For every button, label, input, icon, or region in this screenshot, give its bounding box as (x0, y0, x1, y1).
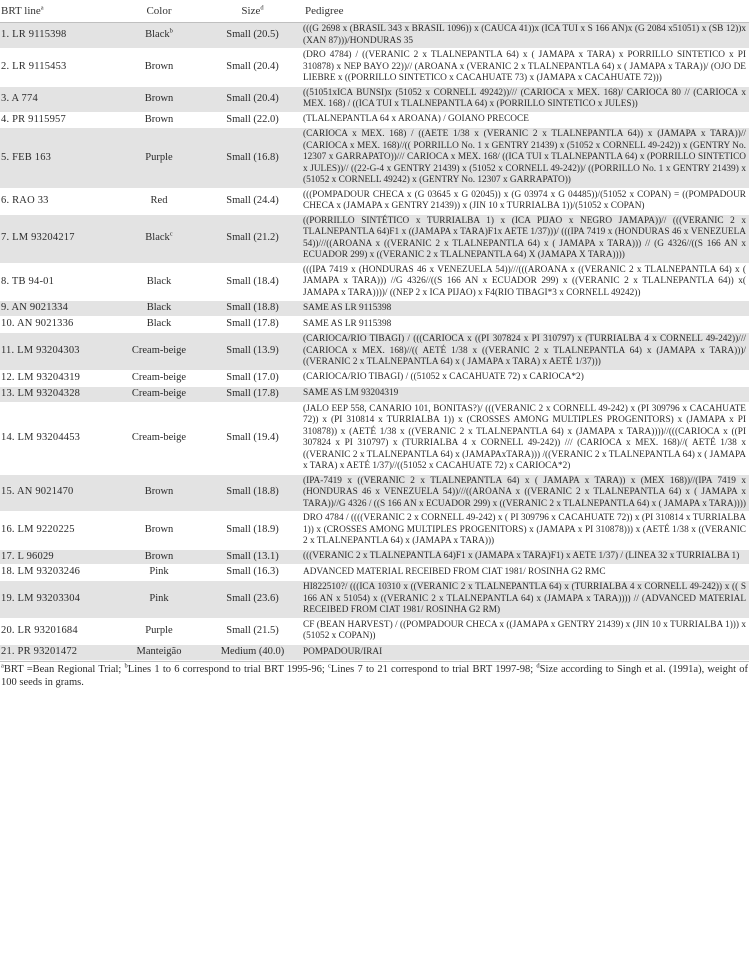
table-row (0, 317, 749, 333)
table-row (0, 86, 749, 112)
cell-pedigree: (CARIOCA/RIO TIBAGI) / ((51052 x CACAHUATE 72) x CARIOCA*2) (299, 370, 749, 386)
table-row (0, 49, 749, 87)
cell-brt-line: 17. L 96029 (0, 549, 112, 565)
table-row (0, 386, 749, 402)
cell-pedigree: (TLALNEPANTLA 64 x AROANA) / GOIANO PRECOCE (299, 112, 749, 128)
cell-size: Small (21.5) (206, 618, 299, 644)
cell-pedigree: (((VERANIC 2 x TLALNEPANTLA 64)F1 x (JAMAPA x TARA)F1) x AETE 1/37) / (LINEA 32 x TURRIALBA 1) (299, 549, 749, 565)
table-row (0, 512, 749, 550)
header-color: Color (112, 0, 206, 23)
cell-color: Brown (112, 474, 206, 512)
cell-size: Small (17.8) (206, 317, 299, 333)
cell-brt-line: 9. AN 9021334 (0, 301, 112, 317)
cell-brt-line: 6. RAO 33 (0, 188, 112, 214)
cell-pedigree: (CARIOCA x MEX. 168) / ((AETE 1/38 x (VERANIC 2 x TLALNEPANTLA 64)) x (JAMAPA x TARA))// (CARIOCA x MEX. 168)//(( PORRILLO No. 1 x GENTRY 21439) x (51052 x CORNELL 49-242)) x (GENTRY No. 12307 x GARRAPATO))/// CARIOCA x MEX. 168/ ((ICA TUI x TLALNEPANTLA 64) x (PORRILLO SINTETICO x JULES))// ((22-G-4 x GENTRY 21439) x (51052 x CORNELL 49-242))/ ((PORRILLO No. 1 x GENTRY 21439) x (51052 x CORNELL 49242) x (GENTRY No. 12307 x GARRAPATO)) (299, 128, 749, 189)
cell-color: Cream-beige (112, 402, 206, 474)
table-row (0, 333, 749, 371)
cell-brt-line: 14. LM 93204453 (0, 402, 112, 474)
cell-size: Small (19.4) (206, 402, 299, 474)
cell-pedigree: (((POMPADOUR CHECA x (G 03645 x G 02045)) x (G 03974 x G 04485))/(51052 x COPAN) = ((POMPADOUR CHECA x (JAMAPA x GENTRY 21439)) x (JIN 10 x TURRIALBA 1))/(51052 x COPAN) (299, 188, 749, 214)
cell-color: Purple (112, 618, 206, 644)
cell-color: Cream-beige (112, 386, 206, 402)
cell-size: Small (24.4) (206, 188, 299, 214)
cell-pedigree: (((IPA 7419 x (HONDURAS 46 x VENEZUELA 54))///(((AROANA x ((VERANIC 2 x TLALNEPANTLA 64) x ( JAMAPA x TARA))) //G 4326//((S 166 AN x ECUADOR 299) x ((VERANIC 2 x TLALNEPANTLA 64)) x( JAMAPA x TARA))))/ ((NEP 2 x ICA PIJAO) x F4(RIO TIBAGI*3 x CORNELL 49242)) (299, 263, 749, 301)
cell-color: Pink (112, 565, 206, 581)
cell-brt-line: 7. LM 93204217 (0, 214, 112, 263)
header-pedigree: Pedigree (299, 0, 749, 23)
cell-size: Small (18.9) (206, 512, 299, 550)
cell-pedigree: ((PORRILLO SINTÉTICO x TURRIALBA 1) x (ICA PIJAO x NEGRO JAMAPA))// (((VERANIC 2 x TLALNEPANTLA 64)F1 x ((JAMAPA x TARA)F1x AETE 1/37)))/ (((IPA 7419 x (HONDURAS 46 x VENEZUELA 54))///((AROANA x ((VERANIC 2 x TLALNEPANTLA 64) x ( JAMAPA x TARA))) // (G 4326//((S 166 AN x ECUADOR 299) x ((VERANIC 2 x TLALNEPANTLA 64) X (JAMAPA X TARA)))) (299, 214, 749, 263)
table-footnote: $^a$BRT =Bean Regional Trial; $^b$Lines 1 to 6 correspond to trial BRT 1995-96; $^c$Lines 7 to 21 correspond to trial BRT 1997-98; $^d$Size according to Singh et al. (1991a), weight of 100 seeds in grams. (1, 662, 748, 688)
cell-pedigree: SAME AS LR 9115398 (299, 317, 749, 333)
table-row (0, 581, 749, 619)
cell-size: Small (17.8) (206, 386, 299, 402)
table-row (0, 301, 749, 317)
cell-color: Red (112, 188, 206, 214)
cell-color: Brown (112, 549, 206, 565)
cell-color: Black (112, 301, 206, 317)
cell-brt-line: 4. PR 9115957 (0, 112, 112, 128)
table-header (0, 0, 749, 23)
cell-size: Small (20.4) (206, 49, 299, 87)
cell-pedigree: SAME AS LR 9115398 (299, 301, 749, 317)
cell-size: Small (13.1) (206, 549, 299, 565)
table-row (0, 370, 749, 386)
cell-pedigree: HI822510?/ (((ICA 10310 x ((VERANIC 2 x TLALNEPANTLA 64) x (TURRIALBA 4 x CORNELL 49-242)) x (( S 166 AN x 51054) x ((VERANIC 2 x TLALNEPANTLA 64) x (JAMAPA x TARA)))) // (ADVANCED MATERIAL RECEIBED FROM CIAT 1981/ ROSINHA G2 RM) (299, 581, 749, 619)
cell-pedigree: ADVANCED MATERIAL RECEIBED FROM CIAT 1981/ ROSINHA G2 RMC (299, 565, 749, 581)
cell-color: Brown (112, 86, 206, 112)
cell-color: Brown (112, 112, 206, 128)
cell-size: Small (21.2) (206, 214, 299, 263)
cell-size: Small (18.8) (206, 474, 299, 512)
table-body (0, 23, 749, 661)
cell-size: Small (16.8) (206, 128, 299, 189)
cell-brt-line: 3. A 774 (0, 86, 112, 112)
table-row (0, 263, 749, 301)
header-brt-line: BRT line$^a$ (0, 0, 112, 23)
cell-brt-line: 2. LR 9115453 (0, 49, 112, 87)
cell-pedigree: CF (BEAN HARVEST) / ((POMPADOUR CHECA x ((JAMAPA x GENTRY 21439) x (JIN 10 x TURRIALBA 1))) x (51052 x COPAN)) (299, 618, 749, 644)
cell-color: Brown (112, 512, 206, 550)
header-size: Size$^d$ (206, 0, 299, 23)
cell-size: Small (20.4) (206, 86, 299, 112)
cell-color: Purple (112, 128, 206, 189)
cell-color: Black (112, 317, 206, 333)
cell-brt-line: 19. LM 93203304 (0, 581, 112, 619)
table-row (0, 214, 749, 263)
cell-pedigree: SAME AS LM 93204319 (299, 386, 749, 402)
cell-pedigree: (((G 2698 x (BRASIL 343 x BRASIL 1096)) x (CAUCA 41))x (ICA TUI x S 166 AN)x (G 2084 x51051) x (SB 12))x (XAN 87)))/HONDURAS 35 (299, 23, 749, 49)
cell-pedigree: ((51051xICA BUNSI)x (51052 x CORNELL 49242))/// (CARIOCA x MEX. 168)/ CARIOCA 80 // (CARIOCA x MEX. 168) / ((ICA TUI x TLALNEPANTLA 64) x (PORRILLO SINTETICO x JULES)) (299, 86, 749, 112)
cell-color: Pink (112, 581, 206, 619)
cell-color: Cream-beige (112, 370, 206, 386)
table-row (0, 644, 749, 660)
cell-size: Small (22.0) (206, 112, 299, 128)
cell-size: Small (17.0) (206, 370, 299, 386)
table-row (0, 112, 749, 128)
cell-size: Small (18.4) (206, 263, 299, 301)
cell-size: Small (20.5) (206, 23, 299, 49)
cell-color: Brown (112, 49, 206, 87)
cell-brt-line: 21. PR 93201472 (0, 644, 112, 660)
table-row (0, 618, 749, 644)
cell-brt-line: 10. AN 9021336 (0, 317, 112, 333)
table-row (0, 474, 749, 512)
cell-size: Medium (40.0) (206, 644, 299, 660)
table-row (0, 549, 749, 565)
cell-brt-line: 13. LM 93204328 (0, 386, 112, 402)
cell-brt-line: 8. TB 94-01 (0, 263, 112, 301)
cell-brt-line: 20. LR 93201684 (0, 618, 112, 644)
cell-size: Small (16.3) (206, 565, 299, 581)
cell-brt-line: 15. AN 9021470 (0, 474, 112, 512)
cell-pedigree: POMPADOUR/IRAI (299, 644, 749, 660)
cell-size: Small (18.8) (206, 301, 299, 317)
cell-color: Manteigão (112, 644, 206, 660)
cell-pedigree: (DRO 4784) / ((VERANIC 2 x TLALNEPANTLA 64) x ( JAMAPA x TARA) x PORRILLO SINTETICO x PI 310878) x NEP BAYO 22))// (AROANA x (VERANIC 2 x TLALNEPANTLA 64) x ( JAMAPA x TARA))/ (OJO DE LIEBRE x ((PORRILLO SINTETICO x CACAHUATE 73) x (JAMAPA x CACAHUATE 72))) (299, 49, 749, 87)
cell-pedigree: (IPA-7419 x ((VERANIC 2 x TLALNEPANTLA 64) x ( JAMAPA x TARA)) x (MEX 168))//(IPA 7419 x (HONDURAS 46 x VENEZUELA 54))///((AROANA x ((VERANIC 2 x TLALNEPANTLA 64) x ( JAMAPA x TARA))//G 4326 / ((S 166 AN x ECUADOR 299) x ((VERANIC 2 x TLALNEPANTLA 64) x ( JAMAPA x TARA)))) (299, 474, 749, 512)
table-row (0, 565, 749, 581)
cell-pedigree: (JALO EEP 558, CANARIO 101, BONITAS?)/ (((VERANIC 2 x CORNELL 49-242) x (PI 309796 x CACAHUATE 72)) x (PI 310814 x TURRIALBA 1)) x (CROSSES AMONG MULTIPLES PROGENITORS) x (JAMAPA x PI 310878)) x (AETÉ 1/38 x ((VERANIC 2 x TLALNEPANTLA 64) x (JAMAPA x TARA))))//(((CARIOCA x ((PI 307824 x PI 310797) x (TURRIALBA 4 x CORNELL 49-242)) /// (CARIOCA x MEX. 168)//( AETÉ 1/38 x ((VERANIC 2 x TLALNEPANTLA 64) x (JAMAPAxTARA))) /((VERANIC 2 x TLALNEPANTLA 64) x ( JAMAPA x TARA) x AETÉ 1/37)//((51052 x CACAHUATE 72) x CARIOCA*2) (299, 402, 749, 474)
cell-color: Black (112, 263, 206, 301)
cell-brt-line: 18. LM 93203246 (0, 565, 112, 581)
cell-color: Black$^b$ (112, 23, 206, 49)
cell-color: Cream-beige (112, 333, 206, 371)
table-row (0, 188, 749, 214)
cell-brt-line: 11. LM 93204303 (0, 333, 112, 371)
cell-brt-line: 12. LM 93204319 (0, 370, 112, 386)
cell-pedigree: (CARIOCA/RIO TIBAGI) / (((CARIOCA x ((PI 307824 x PI 310797) x (TURRIALBA 4 x CORNELL 49-242))/// (CARIOCA x MEX. 168)//(( AETÉ 1/38 x ((VERANIC 2 x TLALNEPANTLA 64) x (JAMAPA x TARA)))/ ((VERANIC 2 x TLALNEPANTLA 64) x ( JAMAPA x TARA) x AETÉ 1/37))) (299, 333, 749, 371)
table-row (0, 128, 749, 189)
cell-brt-line: 1. LR 9115398 (0, 23, 112, 49)
cell-size: Small (13.9) (206, 333, 299, 371)
cell-brt-line: 5. FEB 163 (0, 128, 112, 189)
table-row (0, 402, 749, 474)
cell-size: Small (23.6) (206, 581, 299, 619)
cell-pedigree: DRO 4784 / ((((VERANIC 2 x CORNELL 49-242) x ( PI 309796 x CACAHUATE 72)) x (PI 310814 x TURRIALBA 1)) x (CROSSES AMONG MULTIPLES PROGENITORS) x (JAMAPA x PI 310878))) x (AETÉ 1/38 x ((VERANIC 2 x TLALNEPANTLA 64) x (JAMAPA x TARA))) (299, 512, 749, 550)
table-row (0, 23, 749, 49)
cell-brt-line: 16. LM 9220225 (0, 512, 112, 550)
cell-color: Black$^c$ (112, 214, 206, 263)
